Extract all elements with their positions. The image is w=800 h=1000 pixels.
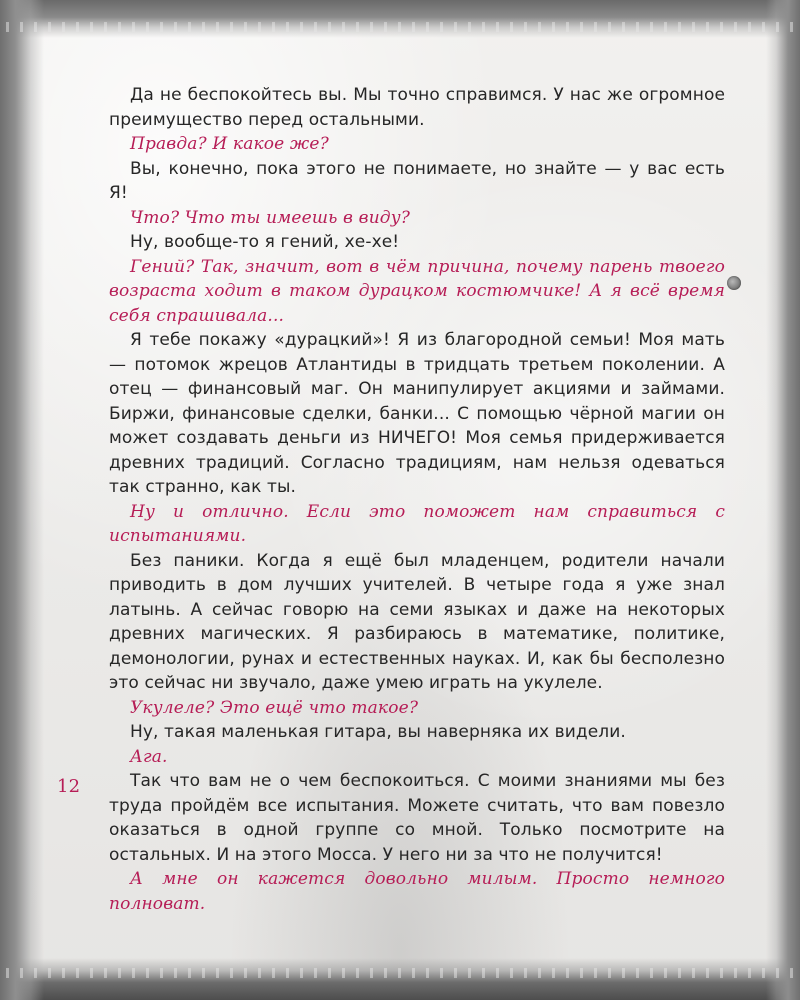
reply-line-4: Ну и отлично. Если это поможет нам справиться с испытаниями. — [109, 501, 725, 546]
top-paper-fibers — [0, 22, 800, 32]
bottom-paper-fibers — [0, 968, 800, 978]
torn-left-edge — [0, 0, 44, 1000]
reply-line-6: Ага. — [130, 746, 168, 767]
reply-line-7: А мне он кажется довольно милым. Просто немного полноват. — [109, 869, 725, 914]
reply-line-1: Правда? И какое же? — [130, 134, 329, 154]
torn-bottom-edge — [0, 958, 800, 1000]
narrator-line-2: Вы, конечно, пока этого не понимаете, но знайте — у вас есть Я! — [109, 158, 725, 203]
narrator-line-3: Ну, вообще-то я гений, хе-хе! — [130, 232, 400, 252]
torn-top-edge — [0, 0, 800, 38]
torn-right-edge — [766, 0, 800, 1000]
narrator-line-1: Да не беспокойтесь вы. Мы точно справимся. У нас же огромное преимущество перед остальными. — [109, 85, 725, 130]
narrator-line-7: Так что вам не о чем беспокоиться. С моими знаниями мы без труда пройдём все испытания. Можете считать, что вам повезло оказаться в одной группе со мной. Только посмотрите на остальных. И на этого Мосса. У него ни за что не получится! — [109, 771, 725, 865]
page-number: 12 — [57, 776, 81, 797]
paper-hole-icon — [727, 276, 741, 290]
reply-line-3: Гений? Так, значит, вот в чём причина, почему парень твоего возраста ходит в таком дурацком костюмчике! А я всё время себя спрашивала... — [109, 256, 725, 326]
reply-line-5: Укулеле? Это ещё что такое? — [130, 697, 419, 718]
narrator-line-5: Без паники. Когда я ещё был младенцем, родители начали приводить в дом лучших учителей. В четыре года я уже знал латынь. А сейчас говорю на семи языках и даже на некоторых древних магических. Я разбираюсь в математике, политике, демонологии, рунах и естественных науках. И, как бы бесполезно это сейчас ни звучало, даже умею играть на укулеле. — [109, 550, 725, 693]
reply-line-2: Что? Что ты имеешь в виду? — [130, 207, 411, 228]
story-text — [109, 83, 725, 916]
narrator-line-4: Я тебе покажу «дурацкий»! Я из благородной семьи! Моя мать — потомок жрецов Атлантиды в тридцать третьем поколении. А отец — финансовый маг. Он манипулирует акциями и займами. Биржи, финансовые сделки, банки... С помощью чёрной магии он может создавать деньги из НИЧЕГО! Моя семья придерживается древних традиций. Согласно традициям, нам нельзя одеваться так странно, как ты. — [109, 330, 725, 497]
narrator-line-6: Ну, такая маленькая гитара, вы наверняка их видели. — [130, 722, 626, 742]
